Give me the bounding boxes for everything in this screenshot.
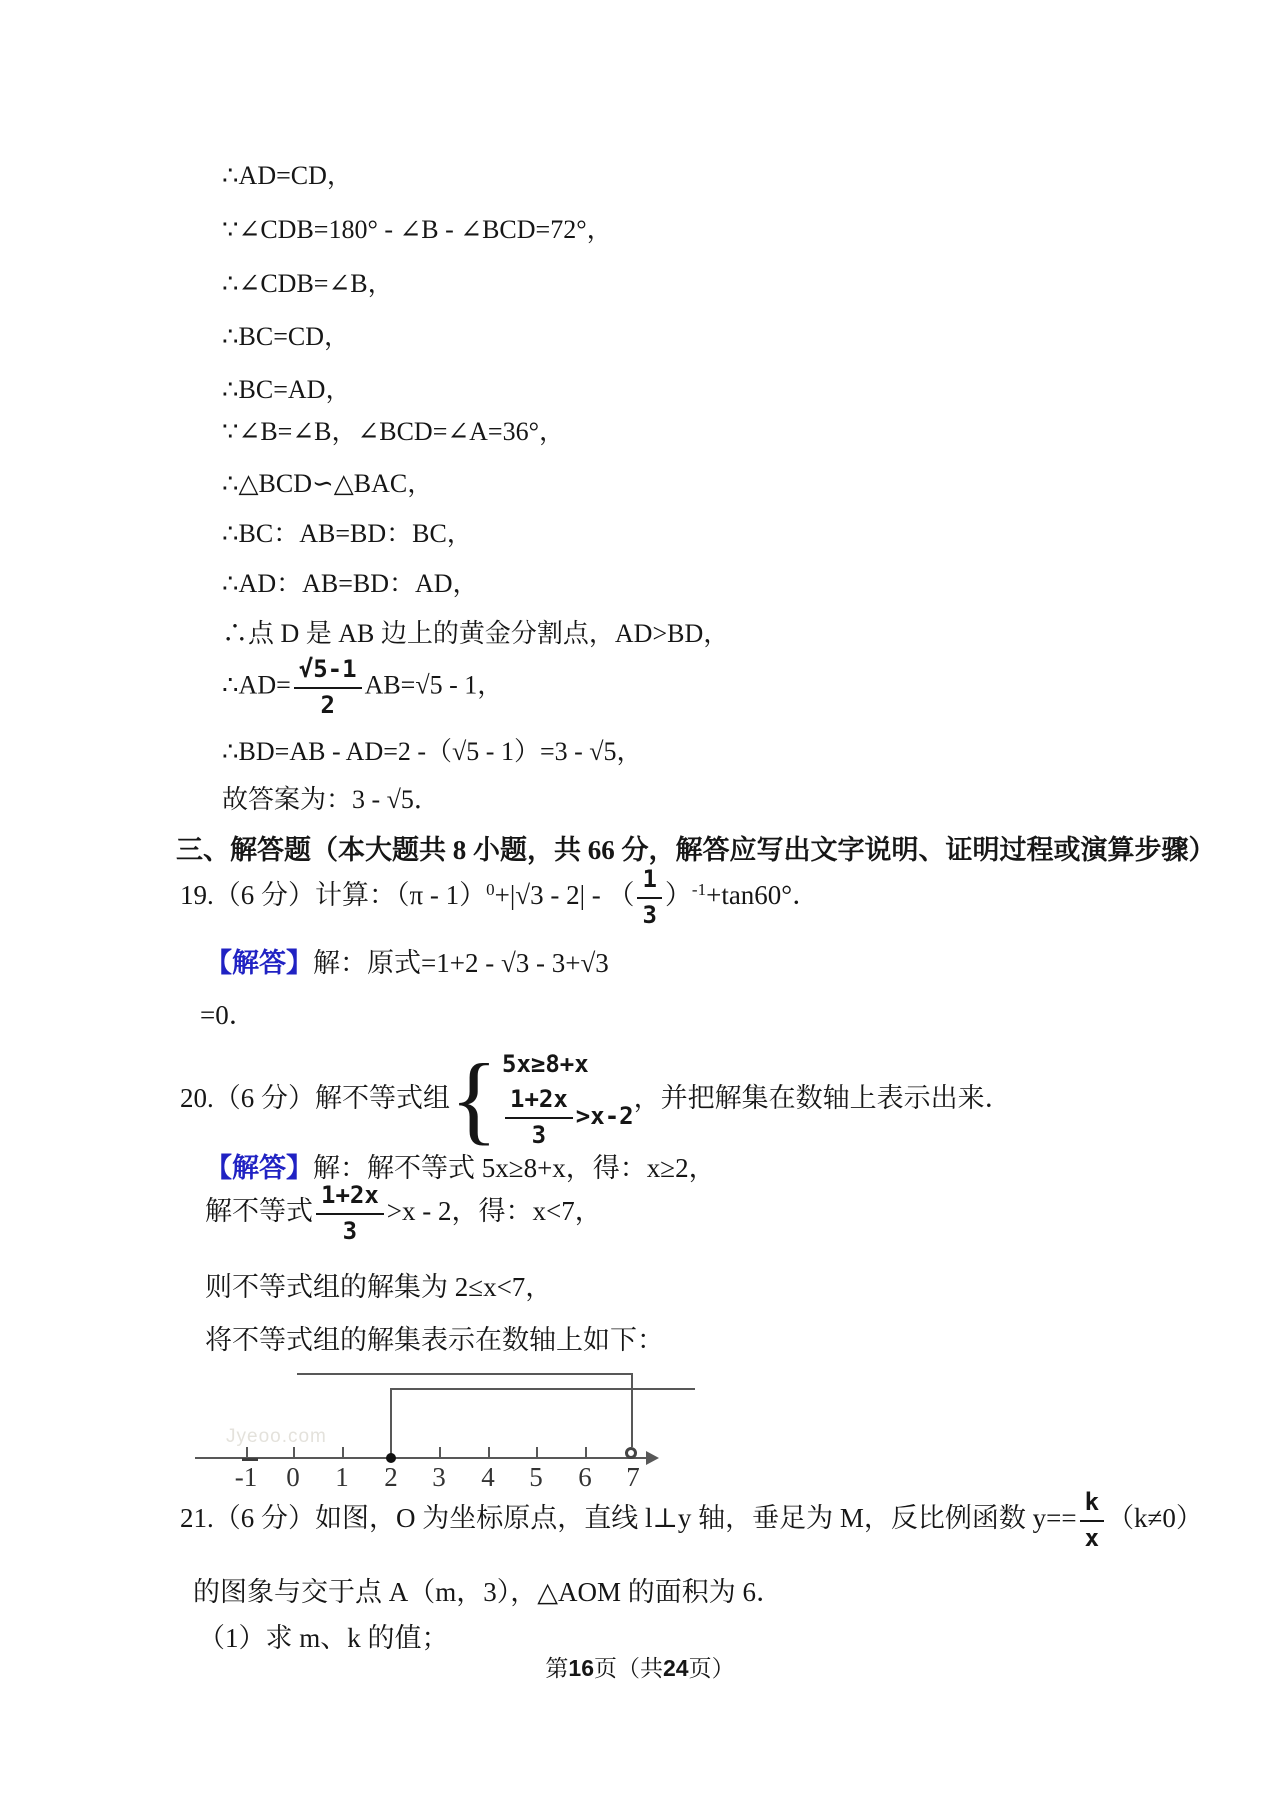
q20-text2: ，并把解集在数轴上表示出来．	[633, 1083, 1012, 1113]
fraction-numerator: 1+2x	[316, 1182, 384, 1215]
tick-0	[293, 1447, 295, 1457]
fraction-denominator: x	[1084, 1523, 1100, 1552]
fraction-denominator: 2	[320, 690, 335, 719]
q21-subquestion-1: （1）求 m、k 的值；	[198, 1623, 449, 1653]
tick-5	[536, 1447, 538, 1457]
system-row-1: 5x≥8+x	[502, 1050, 589, 1079]
q20-conclusion: 则不等式组的解集为 2≤x<7，	[205, 1272, 553, 1302]
open-circle-at-7	[625, 1447, 637, 1459]
fraction-denominator: 3	[642, 900, 657, 929]
q20-inequality2-line	[205, 1182, 602, 1245]
q20-text: 20.（6 分）解不等式组	[180, 1083, 450, 1113]
axis-label-minus1: -1	[234, 1462, 258, 1492]
inequality-system	[450, 1042, 634, 1153]
q21-text: 21.（6 分）如图，O 为坐标原点，直线 l⊥y 轴，垂足为 M，反比例函数 y==	[180, 1502, 1077, 1533]
fraction-numerator: √5-1	[294, 656, 362, 689]
axis-label-4: 4	[481, 1462, 495, 1492]
q20-answer-line	[205, 1150, 716, 1186]
axis-left-stub	[242, 1458, 258, 1461]
system-brace: {	[450, 1042, 498, 1154]
axis-label-7: 7	[626, 1462, 640, 1492]
tick-3	[439, 1447, 441, 1457]
q20-answer-text: 解：解不等式 5x≥8+x，得：x≥2，	[313, 1153, 716, 1183]
question-20	[180, 1042, 1012, 1154]
q19-exponent-neg1: -1	[691, 879, 707, 899]
proof-line-7: ∴△BCD∽△BAC，	[222, 469, 434, 498]
ineq2-prefix: 解不等式	[205, 1195, 313, 1226]
axis-label-2: 2	[384, 1462, 398, 1492]
fraction-denominator: 3	[342, 1216, 358, 1245]
question-19	[180, 866, 819, 929]
golden-ratio-line	[222, 656, 503, 719]
proof-line-4: ∴BC=CD，	[222, 322, 351, 351]
golden-suffix: AB=√5 - 1，	[364, 670, 504, 700]
tick-1	[342, 1447, 344, 1457]
vertical-line-at-7	[631, 1373, 633, 1447]
system-rows	[502, 1042, 634, 1153]
fraction-numerator: k	[1080, 1489, 1104, 1522]
ineq2-suffix: >x - 2，得：x<7，	[386, 1195, 602, 1226]
footer-page-number: 16	[568, 1655, 594, 1681]
number-line-axis	[195, 1457, 647, 1459]
tick-6	[585, 1447, 587, 1457]
q19-text3: ）	[664, 879, 692, 910]
fraction-numerator: 1	[637, 866, 661, 899]
system-row2-rhs: >x-2	[575, 1102, 634, 1131]
proof-line-8: ∴BC：AB=BD：BC，	[222, 519, 473, 548]
axis-label-0: 0	[286, 1462, 300, 1492]
q19-answer-text: 解：原式=1+2 - √3 - 3+√3	[313, 948, 609, 978]
q19-answer-line	[205, 945, 609, 981]
q19-text: 19.（6 分）计算：（π - 1）	[180, 879, 487, 910]
fraction-one-third	[637, 866, 661, 929]
watermark: Jyeoo.com	[226, 1426, 327, 1447]
proof-line-9: ∴AD：AB=BD：AD，	[222, 569, 479, 598]
answer-label: 【解答】	[205, 1153, 313, 1183]
fraction-numerator: 1+2x	[505, 1086, 573, 1119]
ray-x-geq-2	[391, 1388, 695, 1390]
proof-line-1: ∴AD=CD，	[222, 161, 353, 190]
question-21	[180, 1489, 1203, 1552]
axis-label-1: 1	[335, 1462, 349, 1492]
q20-axis-intro: 将不等式组的解集表示在数轴上如下：	[205, 1325, 664, 1355]
axis-label-5: 5	[529, 1462, 543, 1492]
proof-line-10: ∴点 D 是 AB 边上的黄金分割点，AD>BD，	[222, 619, 730, 648]
q19-exponent-0: 0	[486, 879, 495, 899]
q21-text2: （k≠0）	[1107, 1502, 1203, 1533]
axis-label-6: 6	[578, 1462, 592, 1492]
q19-answer-result: =0．	[200, 1000, 256, 1030]
section-header: 三、解答题（本大题共 8 小题，共 66 分，解答应写出文字说明、证明过程或演算步骤）	[176, 835, 1216, 865]
q19-text4: +tan60°．	[706, 879, 820, 910]
footer-text3: 页）	[688, 1656, 735, 1681]
q19-text2: +|√3 - 2| - （	[494, 879, 635, 910]
q21-line2: 的图象与交于点 A（m，3），△AOM 的面积为 6．	[193, 1577, 784, 1607]
fraction-sqrt5-over-2	[294, 656, 362, 719]
proof-line-3: ∴∠CDB=∠B，	[222, 269, 394, 298]
bd-result-line: ∴BD=AB - AD=2 -（√5 - 1）=3 - √5，	[222, 737, 643, 766]
proof-line-2: ∵∠CDB=180° - ∠B - ∠BCD=72°，	[222, 215, 613, 244]
system-row-2	[502, 1086, 634, 1149]
footer-text2: 页（共	[594, 1656, 663, 1681]
tick-4	[488, 1447, 490, 1457]
fraction-1plus2x-over-3	[505, 1086, 573, 1149]
vertical-line-at-2	[390, 1388, 392, 1458]
answer-label: 【解答】	[205, 948, 313, 978]
fraction-1plus2x-over-3	[316, 1182, 384, 1245]
tick-minus1	[246, 1447, 248, 1457]
footer-text: 第	[545, 1656, 569, 1681]
fraction-k-over-x	[1080, 1489, 1104, 1552]
proof-line-6: ∵∠B=∠B，∠BCD=∠A=36°，	[222, 417, 565, 446]
fraction-denominator: 3	[531, 1121, 547, 1149]
footer-total-pages: 24	[663, 1655, 689, 1681]
number-line-figure	[190, 1358, 730, 1498]
final-answer-line: 故答案为：3 - √5．	[222, 785, 440, 814]
golden-prefix: ∴AD=	[222, 670, 291, 700]
ray-x-less-7	[297, 1373, 633, 1375]
axis-label-3: 3	[432, 1462, 446, 1492]
page-footer	[0, 1650, 1280, 1683]
proof-line-5: ∴BC=AD，	[222, 375, 352, 404]
